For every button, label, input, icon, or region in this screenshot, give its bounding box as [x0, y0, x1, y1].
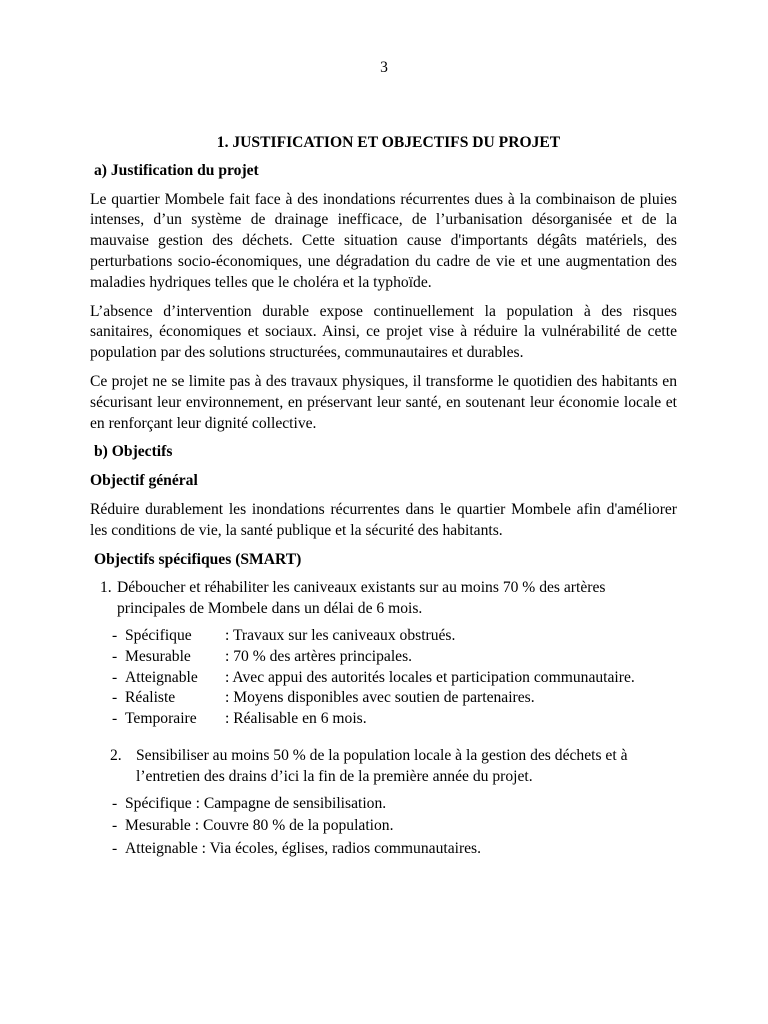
bullet: - [112, 689, 118, 707]
objective-item [110, 746, 677, 788]
list-item [112, 794, 677, 815]
objective-number: 1. [100, 579, 112, 597]
list-item [112, 626, 677, 647]
specific-objectives-heading: Objectifs spécifiques (SMART) [94, 550, 302, 568]
criterion-value: : 70 % des artères principales. [225, 647, 413, 665]
objective-text: Déboucher et réhabiliter les caniveaux existants sur au moins 70 % des artères principales de Mombele dans un délai de 6 mois. [117, 579, 606, 618]
list-item [112, 839, 677, 860]
criterion-value: : Moyens disponibles avec soutien de partenaires. [225, 689, 535, 707]
criterion-value: : Travaux sur les caniveaux obstrués. [225, 626, 456, 644]
criterion-value: : Réalisable en 6 mois. [225, 710, 367, 728]
justification-heading: a) Justification du projet [94, 161, 259, 179]
criterion-label: Réaliste [125, 689, 176, 707]
list-item [112, 709, 677, 730]
page-number: 3 [380, 59, 388, 76]
criterion-label: Mesurable [125, 647, 191, 665]
document-body [90, 133, 677, 860]
bullet: - [112, 668, 118, 686]
objective-text: Sensibiliser au moins 50 % de la population locale à la gestion des déchets et à l’entretien des drains d’ici la fin de la première année du projet. [136, 746, 628, 785]
objective-item [100, 578, 677, 620]
objectives-heading: b) Objectifs [94, 443, 173, 461]
criterion-text: Mesurable : Couvre 80 % de la population. [125, 817, 394, 835]
justification-paragraph: Ce projet ne se limite pas à des travaux physiques, il transforme le quotidien des habitants en sécurisant leur environnement, en préservant leur santé, en soutenant leur économie locale et en renforçant leur dignité collective. [90, 372, 677, 432]
list-item [112, 647, 677, 668]
list-item [112, 816, 677, 837]
criterion-text: Spécifique : Campagne de sensibilisation. [125, 794, 387, 812]
smart-criteria-list [112, 794, 677, 860]
smart-criteria-list [112, 626, 677, 730]
bullet: - [112, 710, 118, 728]
general-objective-text: Réduire durablement les inondations récurrentes dans le quartier Mombele afin d'améliorer les conditions de vie, la santé publique et la sécurité des habitants. [90, 500, 677, 539]
justification-paragraph: L’absence d’intervention durable expose continuellement la population à des risques sanitaires, économiques et sociaux. Ainsi, ce projet vise à réduire la vulnérabilité de cette population par des solutions structurées, communautaires et durables. [90, 302, 677, 362]
bullet: - [112, 626, 118, 644]
objective-number: 2. [110, 746, 122, 764]
criterion-label: Spécifique [125, 626, 192, 644]
justification-paragraph: Le quartier Mombele fait face à des inondations récurrentes dues à la combinaison de pluies intenses, d’un système de drainage inefficace, de l’urbanisation désorganisée et de la mauvaise gestion des déchets. Cette situation cause d'importants dégâts matériels, des perturbations socio-économiques, une dégradation du cadre de vie et une augmentation des maladies hydriques telles que le choléra et la typhoïde. [90, 190, 677, 291]
list-item [112, 668, 677, 689]
criterion-value: : Avec appui des autorités locales et participation communautaire. [225, 668, 635, 686]
general-objective-heading: Objectif général [90, 472, 198, 490]
criterion-label: Atteignable [125, 668, 198, 686]
bullet: - [112, 794, 118, 812]
bullet: - [112, 817, 118, 835]
section-title: 1. JUSTIFICATION ET OBJECTIFS DU PROJET [216, 134, 561, 151]
criterion-label: Temporaire [125, 710, 197, 728]
bullet: - [112, 840, 118, 858]
criterion-text: Atteignable : Via écoles, églises, radios communautaires. [125, 840, 482, 858]
list-item [112, 688, 677, 709]
bullet: - [112, 647, 118, 665]
